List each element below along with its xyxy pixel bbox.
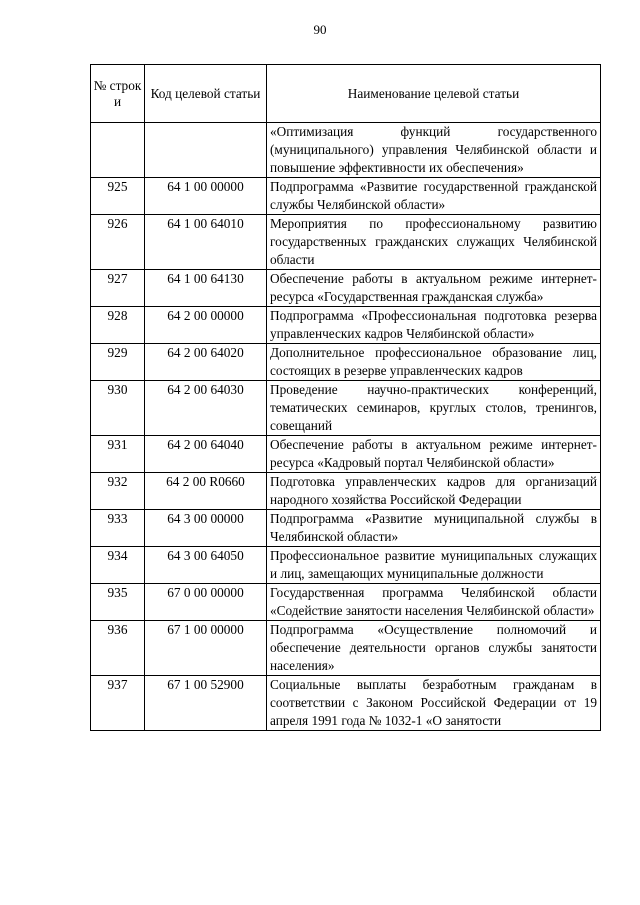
name-cell: Мероприятия по профессиональному развитию государственных гражданских служащих Челябинской области [267, 215, 601, 270]
row-number-cell: 928 [91, 307, 145, 344]
code-cell [145, 123, 267, 178]
code-cell: 64 3 00 64050 [145, 547, 267, 584]
name-cell: Обеспечение работы в актуальном режиме интернет-ресурса «Кадровый портал Челябинской области» [267, 436, 601, 473]
name-cell: Государственная программа Челябинской области «Содействие занятости населения Челябинской области» [267, 584, 601, 621]
code-cell: 67 1 00 52900 [145, 676, 267, 731]
name-cell: Профессиональное развитие муниципальных служащих и лиц, замещающих муниципальные должности [267, 547, 601, 584]
table-row [91, 547, 601, 584]
table-row [91, 510, 601, 547]
code-cell: 64 1 00 00000 [145, 178, 267, 215]
name-cell: Подпрограмма «Профессиональная подготовка резерва управленческих кадров Челябинской области» [267, 307, 601, 344]
page-number: 90 [313, 22, 327, 37]
table-row [91, 123, 601, 178]
name-cell: Дополнительное профессиональное образование лиц, состоящих в резерве управленческих кадров [267, 344, 601, 381]
table-row [91, 215, 601, 270]
row-number-cell: 937 [91, 676, 145, 731]
table-row [91, 270, 601, 307]
header-row-number: № строк и [91, 65, 145, 123]
row-number-cell: 927 [91, 270, 145, 307]
name-cell: Социальные выплаты безработным гражданам в соответствии с Законом Российской Федерации от 19 апреля 1991 года № 1032-1 «О занятости [267, 676, 601, 731]
table-row [91, 344, 601, 381]
header-name: Наименование целевой статьи [267, 65, 601, 123]
name-cell: Подпрограмма «Развитие государственной гражданской службы Челябинской области» [267, 178, 601, 215]
name-cell: Подготовка управленческих кадров для организаций народного хозяйства Российской Федерации [267, 473, 601, 510]
table-row [91, 584, 601, 621]
code-cell: 64 1 00 64130 [145, 270, 267, 307]
table-row [91, 621, 601, 676]
row-number-cell: 936 [91, 621, 145, 676]
table-row [91, 473, 601, 510]
table-row [91, 436, 601, 473]
row-number-cell: 934 [91, 547, 145, 584]
table-row [91, 178, 601, 215]
table-row [91, 381, 601, 436]
row-number-cell: 929 [91, 344, 145, 381]
name-cell: Обеспечение работы в актуальном режиме интернет-ресурса «Государственная гражданская служба» [267, 270, 601, 307]
code-cell: 64 2 00 64040 [145, 436, 267, 473]
row-number-cell: 926 [91, 215, 145, 270]
target-items-table [90, 64, 601, 731]
table-row [91, 307, 601, 344]
code-cell: 64 2 00 00000 [145, 307, 267, 344]
table-header [91, 65, 601, 123]
row-number-cell: 930 [91, 381, 145, 436]
code-cell: 67 1 00 00000 [145, 621, 267, 676]
code-cell: 64 2 00 64030 [145, 381, 267, 436]
name-cell: Проведение научно-практических конференций, тематических семинаров, круглых столов, тренингов, совещаний [267, 381, 601, 436]
name-cell: Подпрограмма «Осуществление полномочий и обеспечение деятельности органов службы занятости населения» [267, 621, 601, 676]
table-body [91, 123, 601, 731]
code-cell: 64 2 00 R0660 [145, 473, 267, 510]
name-cell: «Оптимизация функций государственного (муниципального) управления Челябинской области и повышение эффективности их обеспечения» [267, 123, 601, 178]
code-cell: 64 2 00 64020 [145, 344, 267, 381]
code-cell: 64 1 00 64010 [145, 215, 267, 270]
table-row [91, 676, 601, 731]
name-cell: Подпрограмма «Развитие муниципальной службы в Челябинской области» [267, 510, 601, 547]
code-cell: 64 3 00 00000 [145, 510, 267, 547]
row-number-cell [91, 123, 145, 178]
row-number-cell: 931 [91, 436, 145, 473]
row-number-cell: 935 [91, 584, 145, 621]
row-number-cell: 933 [91, 510, 145, 547]
code-cell: 67 0 00 00000 [145, 584, 267, 621]
row-number-cell: 932 [91, 473, 145, 510]
header-code: Код целевой статьи [145, 65, 267, 123]
row-number-cell: 925 [91, 178, 145, 215]
